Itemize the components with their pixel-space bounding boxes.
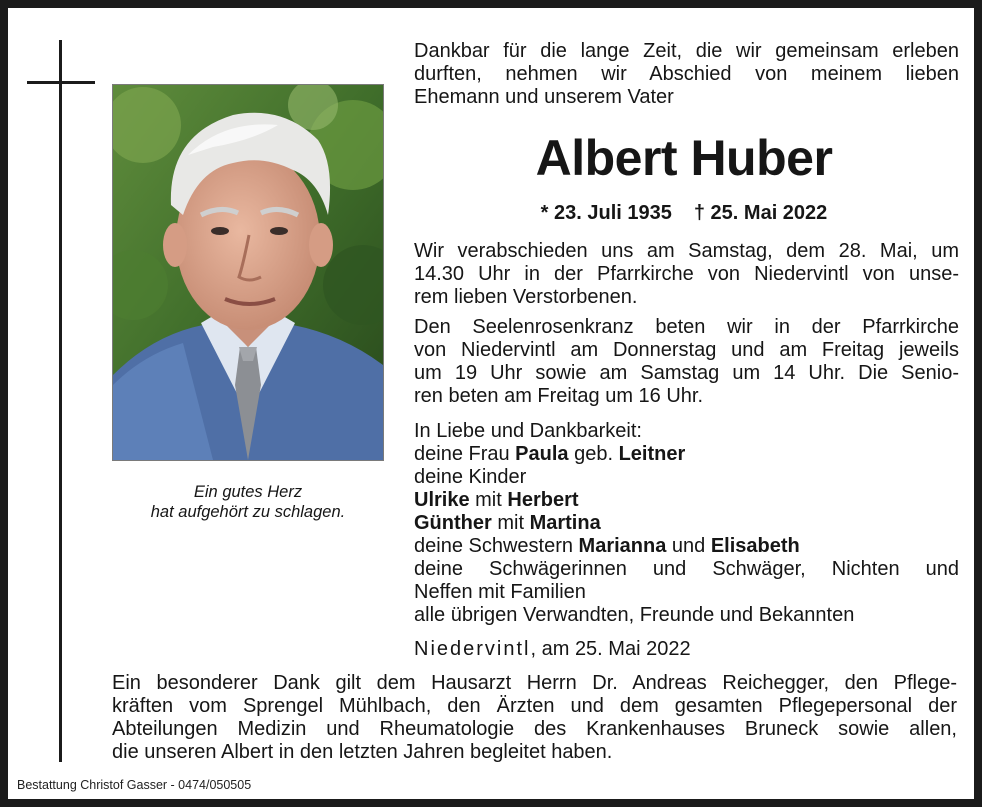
family-child (414, 512, 959, 535)
cross-icon-bar (27, 81, 95, 84)
photo-caption (112, 482, 384, 522)
family-children-label: deine Kinder (414, 466, 527, 488)
caption-line: hat aufgehört zu schlagen. (150, 503, 346, 521)
thanks-paragraph (112, 672, 957, 764)
child-partner-name: Martina (529, 512, 601, 534)
family-child (414, 489, 959, 512)
sister-name: Marianna (578, 535, 667, 557)
rosary-line: Den Seelenrosenkranz beten wir in der Pfarrkirche (414, 316, 959, 338)
birth-date: * 23. Juli 1935 (540, 202, 672, 224)
place-name: Niedervintl (414, 638, 531, 660)
family-inlaws: deine Schwägerinnen und Schwäger, Nichten und (414, 558, 959, 580)
life-dates (414, 200, 954, 226)
funeral-line: 14.30 Uhr in der Pfarrkirche von Niedervintl von unse- (414, 263, 959, 285)
caption-line: Ein gutes Herz (193, 483, 303, 501)
funeral-home-footer: Bestattung Christof Gasser - 0474/050505 (17, 778, 252, 792)
funeral-line: Wir verabschieden uns am Samstag, dem 28. Mai, um (414, 240, 959, 262)
wife-maiden-name: Leitner (618, 443, 686, 465)
rosary-line: um 19 Uhr sowie am Samstag um 14 Uhr. Die Senio- (414, 362, 959, 384)
child-partner-name: Herbert (507, 489, 579, 511)
family-list (414, 420, 959, 627)
child-with: mit (469, 489, 508, 511)
funeral-line: rem lieben Verstorbenen. (414, 286, 638, 308)
portrait-photo (112, 84, 384, 461)
thanks-line: kräften vom Sprengel Mühlbach, den Ärzten und dem gesamten Pflegepersonal der (112, 695, 957, 717)
cross-icon (59, 40, 62, 762)
sisters-and: und (666, 535, 711, 557)
notice-date: , am 25. Mai 2022 (530, 638, 691, 660)
wife-prefix: deine Frau (414, 443, 516, 465)
deceased-name: Albert Huber (535, 130, 833, 186)
rosary-line: ren beten am Freitag um 16 Uhr. (414, 385, 704, 407)
intro-line: Dankbar für die lange Zeit, die wir gemeinsam erleben (414, 40, 959, 62)
sister-name: Elisabeth (710, 535, 800, 557)
thanks-line: die unseren Albert in den letzten Jahren begleitet haben. (112, 741, 613, 763)
family-others: alle übrigen Verwandten, Freunde und Bekannten (414, 604, 855, 626)
child-name: Ulrike (414, 489, 470, 511)
family-inlaws: Neffen mit Familien (414, 581, 586, 603)
death-date: † 25. Mai 2022 (693, 202, 828, 224)
place-date (414, 638, 959, 661)
intro-paragraph (414, 40, 959, 109)
intro-line: durften, nehmen wir Abschied von meinem lieben (414, 63, 959, 85)
rosary-line: von Niedervintl am Donnerstag und am Freitag jeweils (414, 339, 959, 361)
child-with: mit (491, 512, 530, 534)
funeral-paragraph (414, 240, 959, 309)
family-wife (414, 443, 959, 466)
thanks-line: Ein besonderer Dank gilt dem Hausarzt Herrn Dr. Andreas Reichegger, den Pflege- (112, 672, 957, 694)
rosary-paragraph (414, 316, 959, 408)
thanks-line: Abteilungen Medizin und Rheumatologie des Krankenhauses Bruneck sowie allen, (112, 718, 957, 740)
sisters-prefix: deine Schwestern (414, 535, 579, 557)
intro-line: Ehemann und unserem Vater (414, 86, 674, 108)
family-sisters (414, 535, 959, 558)
family-heading: In Liebe und Dankbarkeit: (414, 420, 642, 442)
child-name: Günther (414, 512, 492, 534)
wife-mid: geb. (568, 443, 619, 465)
wife-name: Paula (515, 443, 569, 465)
